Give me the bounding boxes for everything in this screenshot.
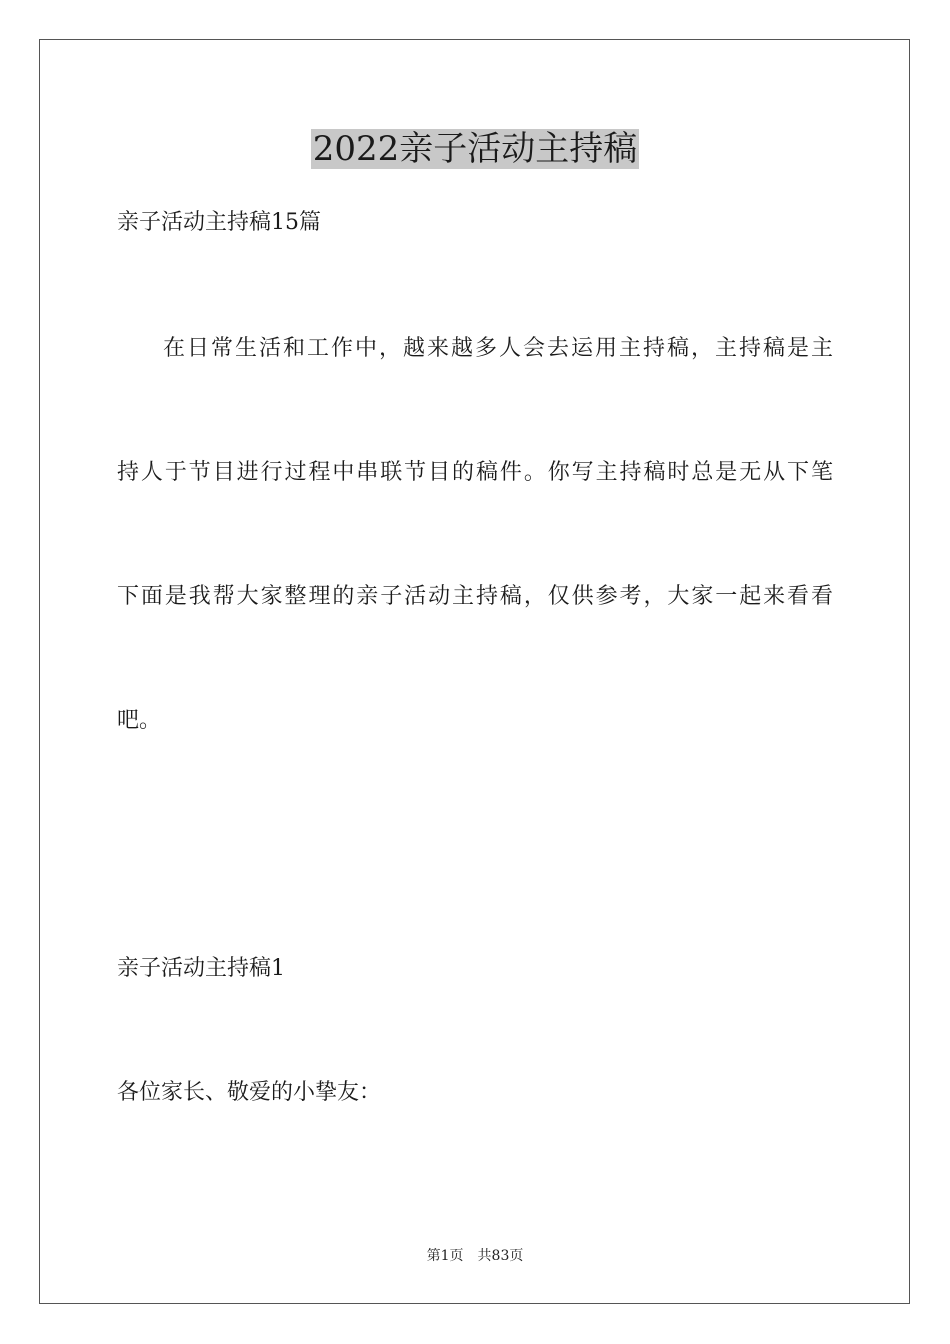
section-heading: 亲子活动主持稿1 xyxy=(117,956,285,981)
greeting-line: 各位家长、敬爱的小挚友： xyxy=(117,1080,382,1105)
page-number-footer: 第1页 共83页 xyxy=(426,1248,524,1264)
document-title-text: 2022亲子活动主持稿 xyxy=(312,129,638,169)
document-title xyxy=(0,124,950,174)
intro-line-2: 持人于节目进行过程中串联节目的稿件。你写主持稿时总是无从下笔 xyxy=(117,460,833,485)
intro-line-1: 在日常生活和工作中，越来越多人会去运用主持稿，主持稿是主 xyxy=(163,336,833,361)
intro-line-4: 吧。 xyxy=(117,708,162,733)
document-subtitle: 亲子活动主持稿15篇 xyxy=(117,210,321,235)
intro-line-3: 下面是我帮大家整理的亲子活动主持稿，仅供参考，大家一起来看看 xyxy=(117,584,833,609)
